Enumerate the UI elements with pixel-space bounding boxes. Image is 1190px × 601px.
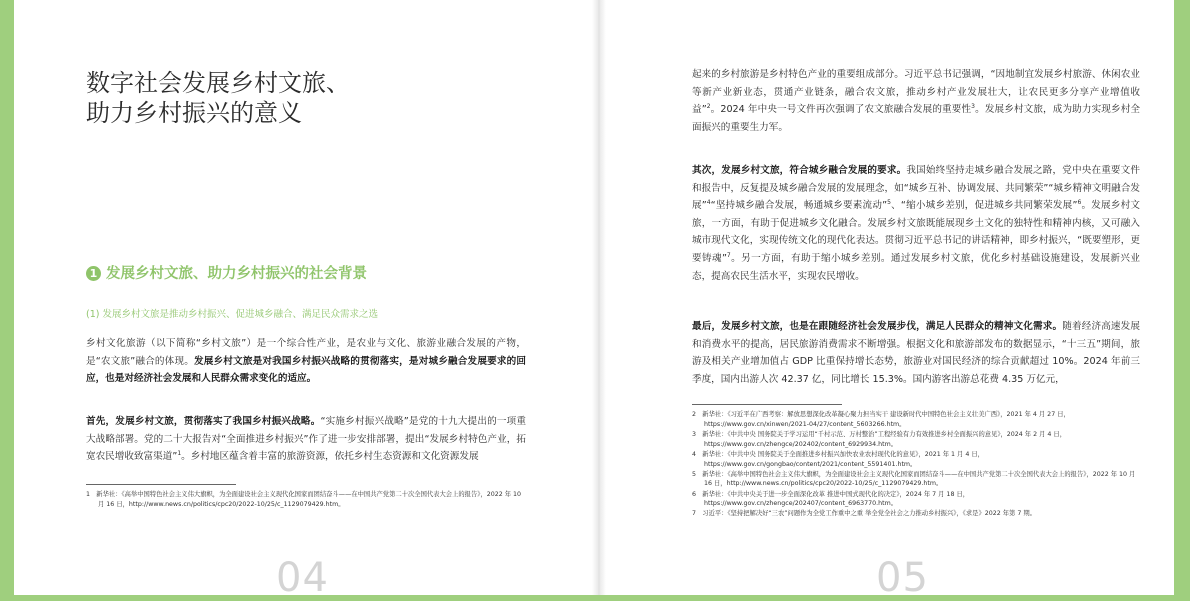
footnote: 5 新华社：《高举中国特色社会主义伟大旗帜，为全面建设社会主义现代化国家而团结奋斗——在中国共产党第二十次全国代表大会上的报告》，2022 年 10 月 16 日，http://www.news.cn/politics/cpc20/2022-10/25/c_1129079429.htm。 [692, 470, 1136, 488]
footnote-ref[interactable]: 5 [887, 199, 891, 206]
title-line-1: 数字社会发展乡村文旅、 [86, 69, 350, 97]
para-text: 乡村文化旅游（以下简称“乡村文旅”）是一个综合性产业，是农业与文化、旅游业融合发展的产物，是“农文旅”融合的体现。 [86, 338, 526, 367]
footnote-ref[interactable]: 1 [177, 450, 182, 457]
subsection-heading: (1) 发展乡村文旅是推动乡村振兴、促进城乡融合、满足民众需求之选 [86, 309, 378, 320]
para-bold-text: 其次，发展乡村文旅，符合城乡融合发展的要求。 [692, 165, 907, 176]
para-text: 随着经济高速发展和消费水平的提高，居民旅游消费需求不断增强。根据文化和旅游部发布的数据显示，“十三五”期间，旅游及相关产业增加值占 GDP 比重保持增长态势，旅游业对国民经济的综合贡献超过 10%。2024 年前三季度，国内出游人次 42.37 亿，同比增长 15.3%。国内游客出游总花费 4.35 万亿元， [692, 321, 1141, 385]
left-paragraph-2 [86, 413, 526, 466]
right-paragraph-2 [692, 162, 1140, 285]
right-page [606, 0, 1174, 601]
book-gutter [592, 0, 606, 595]
para-text: 。另一方面，有助于缩小城乡差别。通过发展乡村文旅，优化乡村基础设施建设，发展新兴业态，提高农民生活水平，实现农民增收。 [692, 252, 1140, 282]
section-number-badge: 1 [86, 266, 101, 281]
para-text: 起来的乡村旅游是乡村特色产业的重要组成部分。习近平总书记强调，“因地制宜发展乡村旅游、休闲农业等新产业新业态，贯通产业链条，融合农文旅，推动乡村产业发展壮大，让农民更多分享产业增值收益” [692, 69, 1140, 116]
para-text: 我国始终坚持走城乡融合发展之路，党中央在重要文件和报告中，反复提及城乡融合发展的发展理念，如“城乡互补、协调发展、共同繁荣”“城乡精神文明融合发展” [692, 165, 1141, 212]
right-paragraph-3 [692, 318, 1140, 388]
left-footnotes [86, 490, 526, 510]
para-text: “坚持城乡融合发展，畅通城乡要素流动” [710, 200, 888, 212]
left-paragraph-1 [86, 335, 526, 388]
para-text: “实施乡村振兴战略”是党的十九大提出的一项重大战略部署。党的二十大报告对“全面推进乡村振兴”作了进一步安排部署，提出“发展乡村特色产业，拓宽农民增收致富渠道” [86, 416, 526, 463]
footnote-ref[interactable]: 6 [1077, 199, 1082, 206]
footnote: 2 新华社：《习近平在广西考察：解放思想深化改革凝心聚力担当实干 建设新时代中国特色社会主义壮美广西》，2021 年 4 月 27 日，https://www.gov.cn/xinwen/2021-04/27/content_5603266.htm。 [692, 411, 1070, 428]
footnote: 3 新华社：《中共中央 国务院关于学习运用“千村示范、万村整治”工程经验有力有效推进乡村全面振兴的意见》，2024 年 2 月 4 日，https://www.gov.cn/zhengce/202402/content_6929934.htm。 [692, 430, 1067, 448]
para-bold-text: 发展乡村文旅是对我国乡村振兴战略的贯彻落实，是对城乡融合发展要求的回应，也是对经济社会发展和人民群众需求变化的适应。 [86, 355, 526, 385]
right-footnotes [692, 410, 1140, 520]
para-text: 。发展乡村文旅，一方面，有助于促进城乡文化融合。发展乡村文旅既能展现乡土文化的独特性和精神内核，又可融入城市现代文化，实现传统文化的现代化表达。贯彻习近平总书记的讲话精神，即乡村振兴，“既要塑形，更要铸魂” [692, 200, 1140, 264]
footnote: 7 习近平：《坚持把解决好“三农”问题作为全党工作重中之重 举全党全社会之力推动乡村振兴》，《求是》2022 年第 7 期。 [692, 510, 1036, 518]
footnote-ref[interactable]: 4 [706, 199, 711, 206]
section-heading-text: 发展乡村文旅、助力乡村振兴的社会背景 [106, 266, 367, 282]
section-heading [86, 262, 367, 283]
page-number: 05 [876, 555, 929, 601]
footnote: 4 新华社：《中共中央 国务院关于全面推进乡村振兴加快农业农村现代化的意见》，2021 年 1 月 4 日，https://www.gov.cn/gongbao/content/2021/content_5591401.htm。 [692, 450, 984, 468]
title-line-2: 助力乡村振兴的意义 [86, 99, 302, 127]
footnote-ref[interactable]: 3 [971, 103, 975, 110]
book-spread [14, 0, 1174, 601]
left-page [14, 0, 592, 601]
footnote-ref[interactable]: 7 [726, 251, 731, 259]
page-number: 04 [276, 555, 329, 601]
footnote: 1 新华社：《高举中国特色社会主义伟大旗帜，为全面建设社会主义现代化国家而团结奋斗——在中国共产党第二十次全国代表大会上的报告》，2022 年 10 月 16 日，http://www.news.cn/politics/cpc20/2022-10/25/c_1129079429.htm。 [86, 491, 522, 508]
para-text: 、“缩小城乡差别，促进城乡共同繁荣发展” [890, 200, 1078, 212]
para-text: 。乡村地区蕴含着丰富的旅游资源，依托乡村生态资源和文化资源发展 [181, 451, 479, 463]
right-paragraph-1 [692, 66, 1140, 136]
footnote-divider [86, 484, 236, 485]
footnote-divider [692, 404, 842, 405]
para-bold-text: 首先，发展乡村文旅，贯彻落实了我国乡村振兴战略。 [86, 416, 321, 427]
para-bold-text: 最后，发展乡村文旅，也是在跟随经济社会发展步伐，满足人民群众的精神文化需求。 [692, 321, 1063, 332]
para-text: 。2024 年中央一号文件再次强调了农文旅融合发展的重要性 [710, 104, 972, 116]
footnote: 6 新华社：《中共中央关于进一步全面深化改革 推进中国式现代化的决定》，2024 年 7 月 18 日，https://www.gov.cn/zhengce/202407/content_6963770.htm。 [692, 490, 970, 508]
para-text: 。发展乡村文旅，成为助力实现乡村全面振兴的重要生力军。 [692, 104, 1141, 133]
footnote-ref[interactable]: 2 [706, 103, 711, 110]
page-title [86, 68, 546, 128]
